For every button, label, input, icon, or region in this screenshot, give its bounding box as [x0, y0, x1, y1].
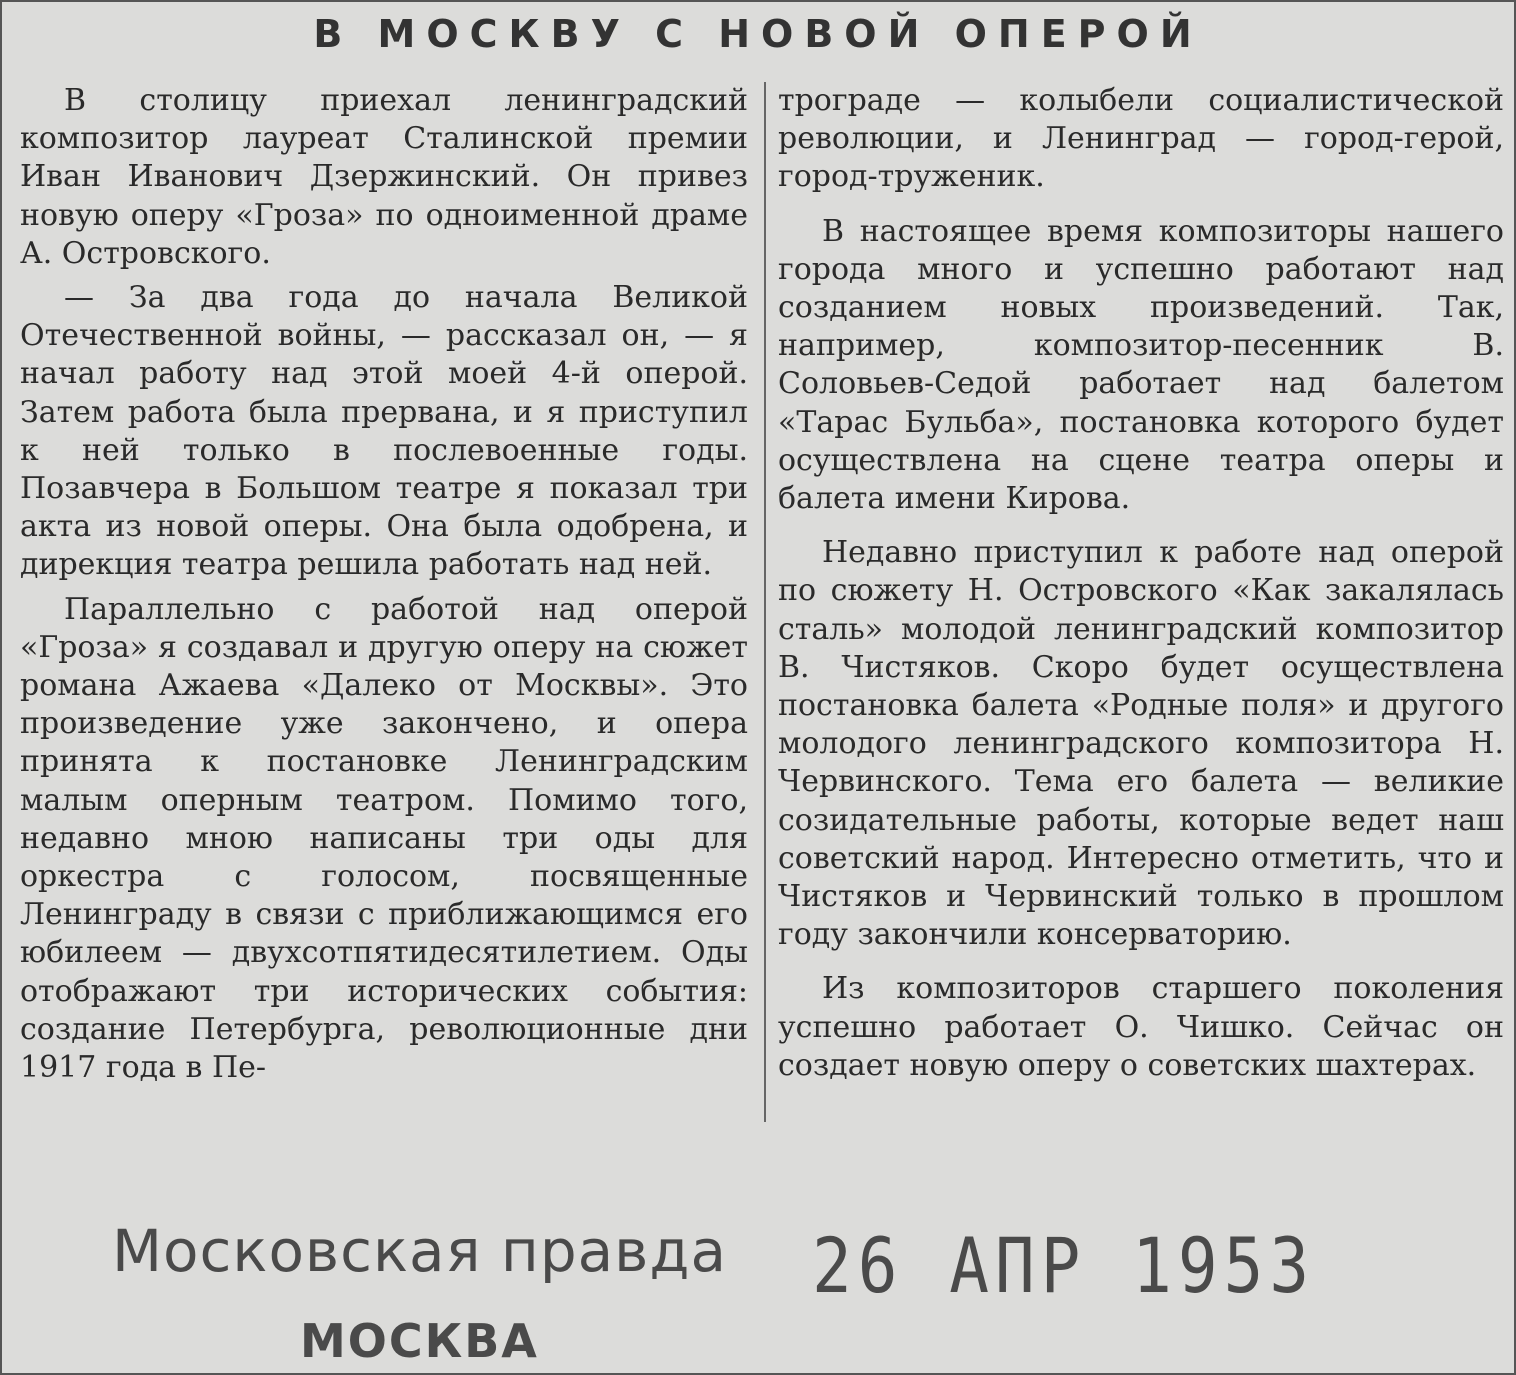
column-divider	[764, 82, 766, 1122]
paragraph: Недавно приступил к работе над оперой по сюжету Н. Островского «Как закалялась сталь» молодой ленинградский композитор В. Чистяков. Скоро будет осуществлена постановка балета «Родные поля» и другого молодого ленинградского композитора Н. Червинского. Тема его балета — великие созидательные работы, которые ведет наш советский народ. Интересно отметить, что и Чистяков и Червинский только в прошлом году закончили консерваторию.	[778, 535, 1504, 953]
newspaper-name-stamp: Московская правда	[112, 1217, 728, 1285]
article-headline: В МОСКВУ С НОВОЙ ОПЕРОЙ	[313, 12, 1203, 56]
paragraph: — За два года до начала Великой Отечественной войны, — рассказал он, — я начал работу над этой моей 4-й оперой. Затем работа была прервана, и я приступил к ней только в послевоенные годы. Позавчера в Большом театре я показал три акта из новой оперы. Она была одобрена, и дирекция театра решила работать над ней.	[20, 280, 748, 583]
paragraph: Из композиторов старшего поколения успешно работает О. Чишко. Сейчас он создает новую оперу о советских шахтерах.	[778, 971, 1504, 1083]
paragraph: В столицу приехал ленинградский композитор лауреат Сталинской премии Иван Иванович Дзержинский. Он привез новую оперу «Гроза» по одноименной драме А. Островского.	[20, 83, 748, 271]
right-column	[778, 82, 1504, 1091]
paragraph: В настоящее время композиторы нашего города много и успешно работают над созданием новых произведений. Так, например, композитор-песенник В. Соловьев-Седой работает над балетом «Тарас Бульба», постановка которого будет осуществлена на сцене театра оперы и балета имени Кирова.	[778, 213, 1504, 517]
paragraph: трограде — колыбели социалистической революции, и Ленинград — город-герой, город-труженик.	[778, 83, 1504, 195]
paragraph: Параллельно с работой над оперой «Гроза» я создавал и другую оперу на сюжет романа Ажаева «Далеко от Москвы». Это произведение уже закончено, и опера принята к постановке Ленинградским малым оперным театром. Помимо того, недавно мною написаны три оды для оркестра с голосом, посвященные Ленинграду в связи с приближающимся его юбилеем — двухсотпятидесятилетием. Оды отображают три исторических события: создание Петербурга, революционные дни 1917 года в Пе-	[20, 591, 748, 1086]
city-stamp: МОСКВА	[300, 1314, 539, 1368]
left-column	[20, 82, 748, 1093]
date-stamp: 26 АПР 1953	[812, 1222, 1316, 1311]
